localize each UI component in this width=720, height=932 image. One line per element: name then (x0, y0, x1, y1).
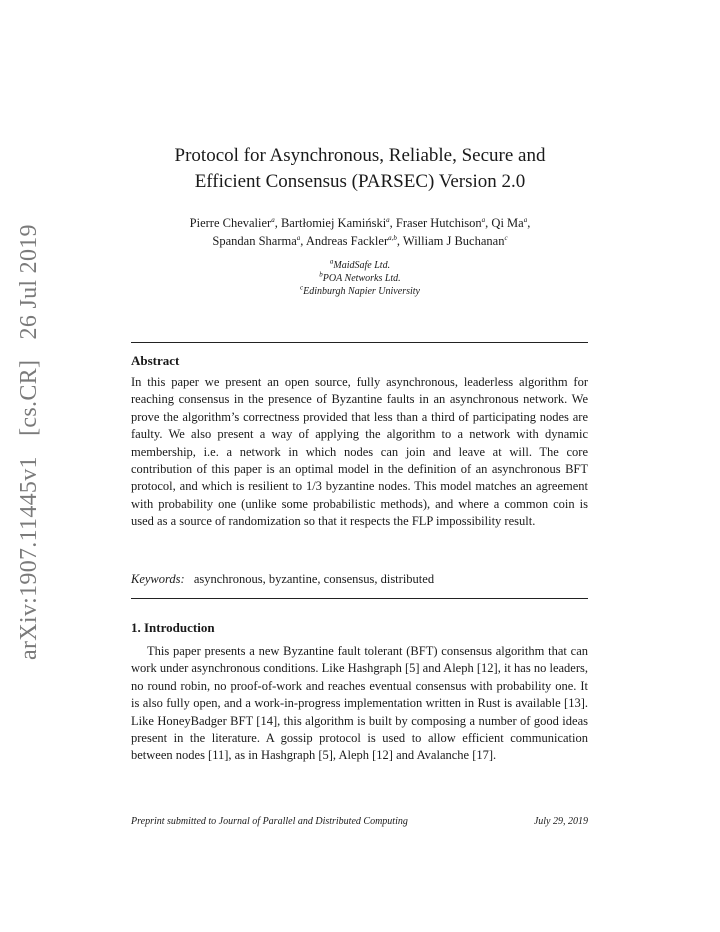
intro-paragraph: This paper presents a new Byzantine fault tolerant (BFT) consensus algorithm that can work under asynchronous conditions. Like Hashgraph [5] and Aleph [12], it has no leaders, no round robin, no proof-of-work and reaches eventual consensus with probability one. It is also fully open, and a work-in-progress implementation written in Rust is available [13]. Like HoneyBadger BFT [14], this algorithm is built by composing a number of good ideas present in the literature. A gossip protocol is used to allow efficient communication between nodes [11], as in Hashgraph [5], Aleph [12] and Avalanche [17]. (131, 644, 588, 763)
title-line-2: Efficient Consensus (PARSEC) Version 2.0 (194, 171, 526, 192)
arxiv-date: 26 Jul 2019 (16, 224, 42, 340)
author: Fraser Hutchison$^a$, (395, 215, 492, 230)
arxiv-category: [cs.CR] (16, 359, 42, 436)
author: William J Buchanan$^c$ (402, 233, 508, 248)
affiliation: $^a$MaidSafe Ltd. (329, 257, 391, 271)
abstract-heading: Abstract (131, 353, 180, 368)
paper-title (130, 143, 590, 195)
affiliation: $^c$Edinburgh Napier University (300, 283, 420, 297)
footer-date: July 29, 2019 (533, 816, 588, 827)
author: Qi Ma$^a$, (491, 215, 531, 230)
page-footer (131, 816, 588, 827)
author: Bartłomiej Kamiński$^a$, (280, 215, 396, 230)
affiliations (130, 259, 590, 298)
author: Pierre Chevalier$^a$, (189, 215, 281, 230)
arxiv-stamp (16, 210, 43, 660)
footer-journal: Preprint submitted to Journal of Parallel and Distributed Computing (131, 816, 408, 827)
author: Spandan Sharma$^a$, (212, 233, 306, 248)
keywords-value: asynchronous, byzantine, consensus, distributed (193, 572, 435, 586)
arxiv-id: arXiv:1907.11445v1 (16, 456, 42, 660)
affiliation: $^b$POA Networks Ltd. (319, 270, 401, 284)
abstract-top-rule (131, 342, 588, 343)
keywords (131, 571, 588, 588)
author-list (130, 214, 590, 250)
abstract-bottom-rule (131, 598, 588, 599)
keywords-label: Keywords: (131, 572, 185, 586)
abstract-text: In this paper we present an open source, fully asynchronous, leaderless algorithm for reaching consensus in the presence of Byzantine faults in an asynchronous network. We prove the algorithm’s correctness provided that less than a third of participating nodes are faulty. We also present a way of applying the algorithm to a network with dynamic membership, i.e. a network in which nodes can join and leave at will. The core contribution of this paper is an optimal model in the definition of an asynchronous BFT protocol, and which is resilient to 1/3 byzantine nodes. This model matches an agreement with probability one (unlike some probabilistic methods), and where a common coin is used as a source of randomization so that it respects the FLP impossibility result. (131, 375, 588, 529)
section-heading: 1. Introduction (131, 620, 215, 635)
title-line-1: Protocol for Asynchronous, Reliable, Secure and (174, 145, 546, 166)
author: Andreas Fackler$^{a,b}$, (305, 233, 403, 248)
